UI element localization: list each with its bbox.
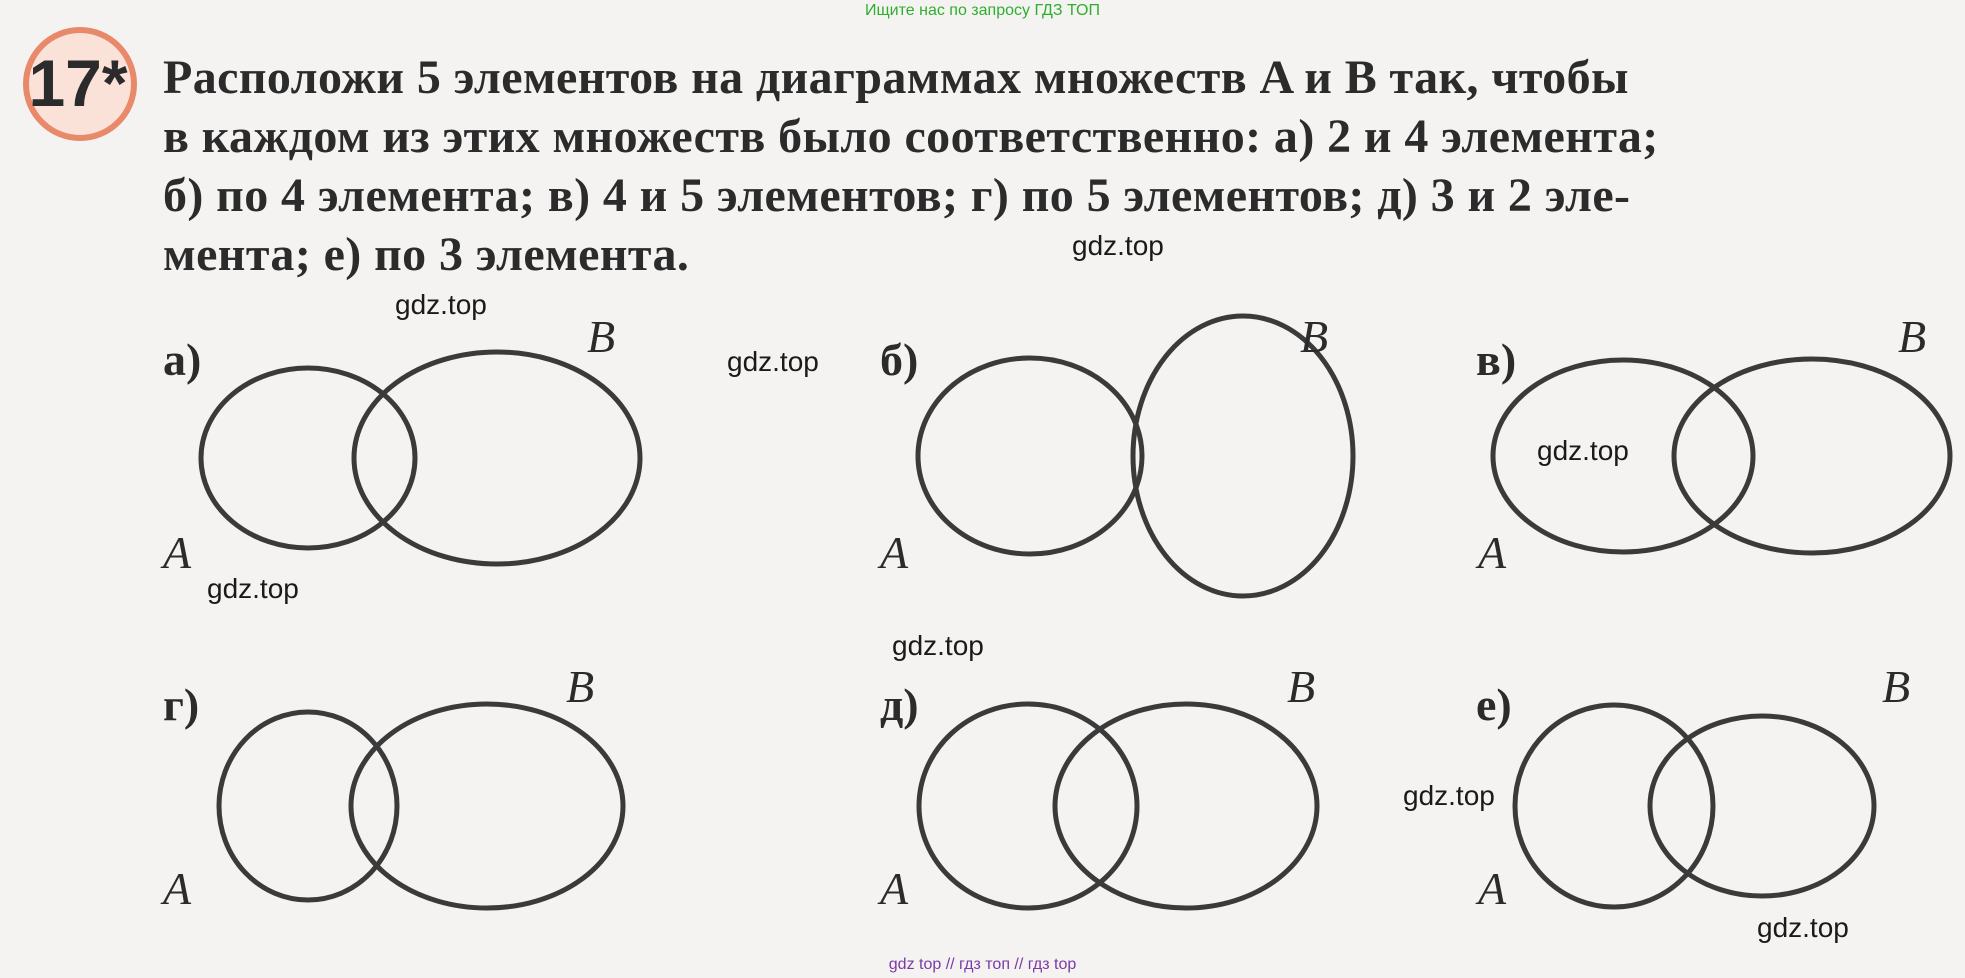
set-a-label: A (880, 863, 909, 914)
venn-g-set-b (351, 704, 623, 908)
diagram-label-d: д) (880, 679, 919, 730)
set-b-label: B (1287, 661, 1316, 712)
set-a-label: A (163, 863, 192, 914)
watermark: gdz.top (892, 630, 984, 661)
venn-e-set-a (1515, 705, 1713, 907)
set-b-label: B (1300, 311, 1329, 362)
venn-g-set-a (219, 712, 397, 900)
diagram-label-b: б) (880, 334, 919, 385)
venn-e-set-b (1650, 716, 1874, 896)
diagram-label-e: е) (1476, 679, 1512, 730)
diagram-label-v: в) (1476, 334, 1517, 385)
diagram-label-a: а) (163, 334, 202, 385)
venn-d-set-a (919, 704, 1137, 908)
set-a-label: A (880, 527, 909, 578)
set-b-label: B (1898, 311, 1927, 362)
badge-number: 17* (28, 46, 128, 120)
venn-v-set-b (1674, 359, 1950, 553)
watermark: gdz.top (727, 346, 819, 377)
site-note: Ищите нас по запросу ГДЗ ТОП (865, 2, 1100, 19)
footer-links: gdz top // гдз топ // гдз top (888, 956, 1077, 973)
problem-line: Расположи 5 элементов на диаграммах множеств A и B так, чтобы (163, 51, 1629, 104)
venn-a-set-b (354, 352, 640, 564)
venn-d-set-b (1055, 704, 1317, 908)
watermark: gdz.top (395, 289, 487, 320)
set-a-label: A (163, 527, 192, 578)
problem-line: мента; е) по 3 элемента. (163, 228, 690, 281)
problem-line: б) по 4 элемента; в) 4 и 5 элементов; г) по 5 элементов; д) 3 и 2 эле- (163, 169, 1631, 222)
watermark: gdz.top (1072, 230, 1164, 261)
watermark: gdz.top (207, 573, 299, 604)
diagram-label-g: г) (163, 679, 200, 730)
watermark: gdz.top (1537, 435, 1629, 466)
set-a-label: A (1478, 863, 1507, 914)
set-b-label: B (1882, 661, 1911, 712)
watermark: gdz.top (1403, 780, 1495, 811)
set-a-label: A (1478, 527, 1507, 578)
watermark: gdz.top (1757, 912, 1849, 943)
set-b-label: B (566, 661, 595, 712)
set-b-label: B (587, 311, 616, 362)
venn-b-set-a (918, 358, 1142, 554)
problem-line: в каждом из этих множеств было соответственно: а) 2 и 4 элемента; (163, 110, 1659, 163)
